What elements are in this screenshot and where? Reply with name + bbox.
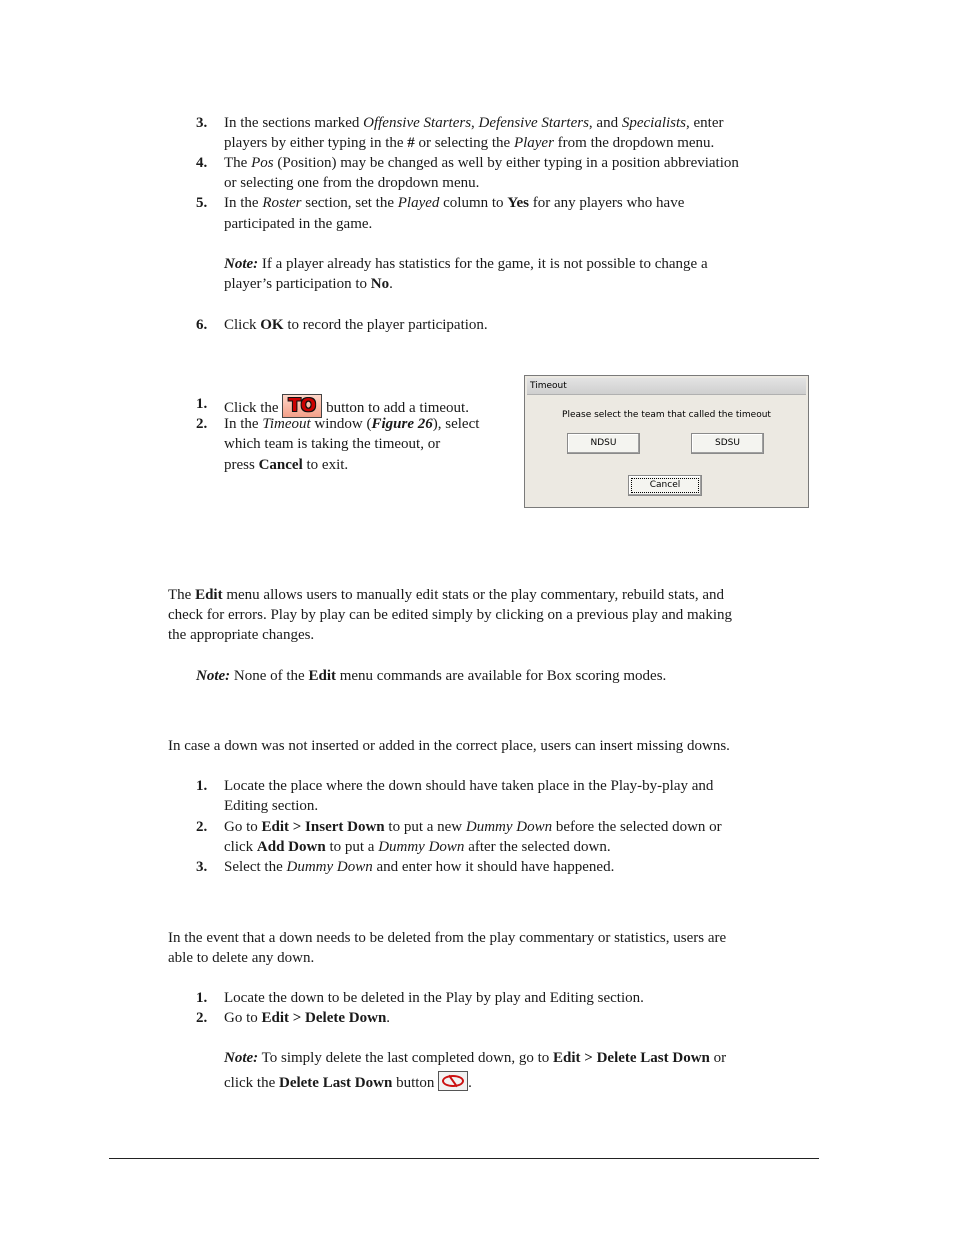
delete-down-intro-line2: able to delete any down.	[168, 950, 315, 966]
step-number: 6.	[196, 317, 208, 333]
footer-rule	[109, 1158, 819, 1159]
step-text: In the Roster section, set the Played column to Yes for any players who have	[224, 195, 685, 211]
delete-last-down-icon[interactable]	[438, 1071, 468, 1091]
step-number: 1.	[196, 778, 208, 794]
step-text: or selecting one from the dropdown menu.	[224, 175, 480, 191]
edit-menu-note: Note: None of the Edit menu commands are available for Box scoring modes.	[196, 668, 667, 684]
step-number: 5.	[196, 195, 208, 211]
insert-down-intro: In case a down was not inserted or added in the correct place, users can insert missing downs.	[168, 738, 730, 754]
step-number: 4.	[196, 155, 208, 171]
team2-button[interactable]: SDSU	[691, 433, 764, 454]
cancel-button[interactable]: Cancel	[628, 475, 702, 496]
step-text: The Pos (Position) may be changed as well by either typing in a position abbreviation	[224, 155, 739, 171]
step-text: Click the TO button to add a timeout.	[224, 395, 469, 416]
delete-down-note-line2: click the Delete Last Down button .	[224, 1071, 472, 1093]
dialog-title: Timeout	[527, 378, 806, 395]
edit-menu-para: The Edit menu allows users to manually edit stats or the play commentary, rebuild stats, and	[168, 587, 725, 603]
step-number: 1.	[196, 990, 208, 1006]
step-text: click Add Down to put a Dummy Down after the selected down.	[224, 839, 611, 855]
step-text: which team is taking the timeout, or	[224, 436, 441, 452]
dialog-prompt: Please select the team that called the timeout	[562, 410, 771, 420]
timeout-dialog	[524, 375, 809, 508]
step-text: press Cancel to exit.	[224, 457, 349, 473]
step-number: 3.	[196, 859, 208, 875]
step-number: 2.	[196, 416, 208, 432]
step-number: 1.	[196, 396, 208, 412]
step-text: Go to Edit > Delete Down.	[224, 1010, 391, 1026]
timeout-to-icon[interactable]: TO	[282, 394, 322, 418]
step-number: 2.	[196, 1010, 208, 1026]
step-number: 2.	[196, 819, 208, 835]
step-text: Editing section.	[224, 798, 319, 814]
participation-note-line2: player’s participation to No.	[224, 276, 393, 292]
step-number: 3.	[196, 115, 208, 131]
step-text: In the sections marked Offensive Starters, Defensive Starters, and Specialists, enter	[224, 115, 724, 131]
step-text: players by either typing in the # or selecting the Player from the dropdown menu.	[224, 135, 715, 151]
delete-down-note: Note: To simply delete the last completed down, go to Edit > Delete Last Down or	[224, 1050, 727, 1066]
edit-menu-para-line2: check for errors. Play by play can be edited simply by clicking on a previous play and making	[168, 607, 733, 623]
team1-button[interactable]: NDSU	[567, 433, 640, 454]
step-text: Locate the down to be deleted in the Play by play and Editing section.	[224, 990, 644, 1006]
step-text: Click OK to record the player participation.	[224, 317, 488, 333]
step-text: participated in the game.	[224, 216, 373, 232]
step-text: Go to Edit > Insert Down to put a new Dummy Down before the selected down or	[224, 819, 722, 835]
step-text: In the Timeout window (Figure 26), select	[224, 416, 480, 432]
step-text: Locate the place where the down should have taken place in the Play-by-play and	[224, 778, 714, 794]
edit-menu-para-line3: the appropriate changes.	[168, 627, 315, 643]
participation-note: Note: If a player already has statistics for the game, it is not possible to change a	[224, 256, 708, 272]
delete-down-intro: In the event that a down needs to be deleted from the play commentary or statistics, users are	[168, 930, 727, 946]
step-text: Select the Dummy Down and enter how it should have happened.	[224, 859, 615, 875]
